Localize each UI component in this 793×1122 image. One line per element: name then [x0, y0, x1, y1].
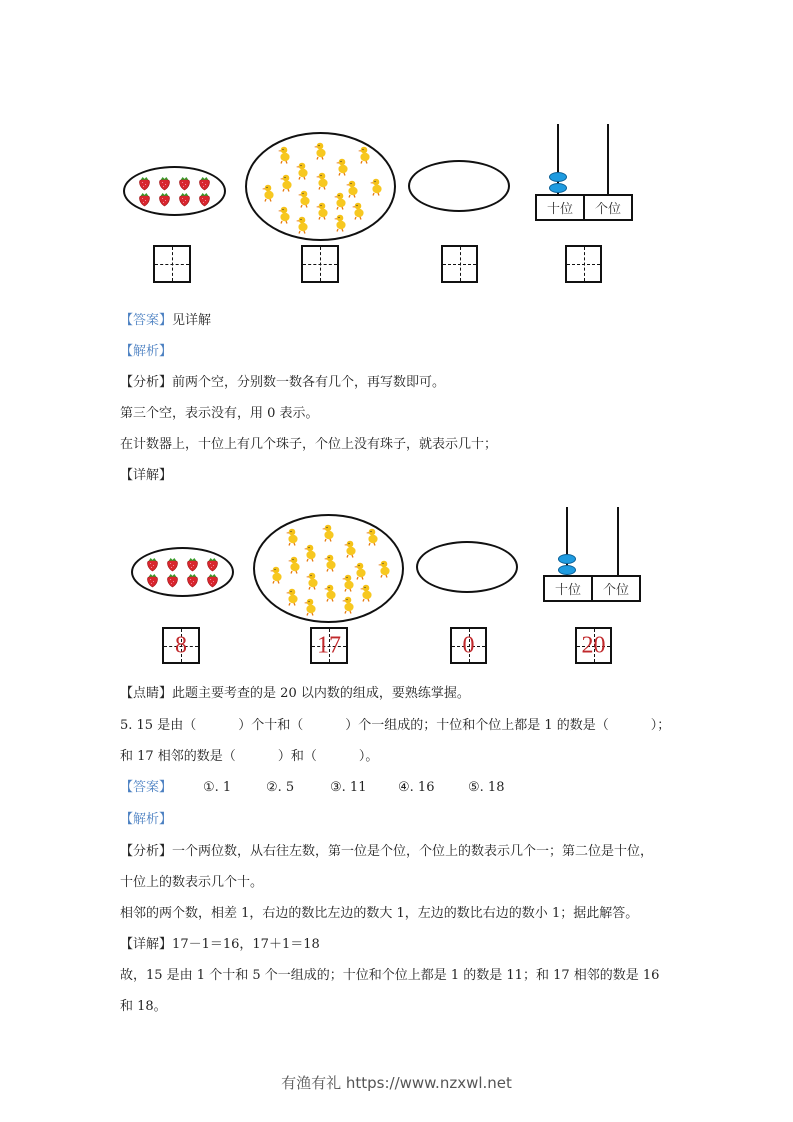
answer-line: 【答案】见详解 [120, 313, 212, 328]
fenxi-line: 【分析】前两个空，分别数一数各有几个，再写数即可。 [120, 375, 446, 390]
answer-item: ①. 1 [203, 780, 232, 795]
ones-label: 个位 [583, 196, 631, 219]
strawberry-icon [157, 192, 172, 207]
q5-conclusion-line-2: 和 18。 [120, 999, 167, 1014]
answer-value: 17 [317, 632, 341, 658]
duck-icon [277, 146, 291, 164]
ones-rod [607, 124, 609, 196]
duck-icon [341, 574, 355, 592]
empty-oval [416, 541, 518, 593]
q5-adjacent-line: 相邻的两个数，相差 1，右边的数比左边的数大 1，左边的数比右边的数小 1；据此解答。 [120, 906, 639, 921]
answer-value: 8 [175, 632, 187, 658]
answer-value: 0 [462, 632, 475, 658]
duck-icon [321, 524, 335, 542]
strawberry-icon [165, 573, 180, 588]
q5-fenxi-line: 【分析】一个两位数，从右往左数，第一位是个位，个位上的数表示几个一；第二位是十位， [120, 844, 654, 859]
duck-icon [377, 560, 391, 578]
duck-icon [335, 158, 349, 176]
duck-icon [287, 556, 301, 574]
analysis-heading: 【解析】 [120, 344, 173, 359]
strawberry-icon [157, 176, 172, 191]
duck-icon [333, 214, 347, 232]
analysis-line-3: 在计数器上，十位上有几个珠子，个位上没有珠子，就表示几十； [120, 437, 498, 452]
answer-item: ⑤. 18 [468, 780, 505, 795]
answer-item: ④. 16 [398, 780, 435, 795]
duck-icon [359, 584, 373, 602]
duck-icon [353, 562, 367, 580]
question-5-line-2: 和 17 相邻的数是（ ）和（ ）。 [120, 749, 379, 764]
answer-box-duck[interactable] [301, 245, 339, 283]
strawberry-icon [185, 557, 200, 572]
strawberry-icon [165, 557, 180, 572]
tens-label: 十位 [554, 583, 581, 598]
duck-icon [343, 540, 357, 558]
duck-icon [303, 544, 317, 562]
detail-heading: 【详解】 [120, 468, 173, 483]
duck-icon [279, 174, 293, 192]
duck-icon [269, 566, 283, 584]
answer-value: 20 [581, 632, 606, 658]
bead-icon [558, 565, 576, 575]
question-5-line-1: 5. 15 是由（ ）个十和（ ）个一组成的；十位和个位上都是 1 的数是（ ）； [120, 718, 671, 733]
duck-icon [345, 180, 359, 198]
answer-box-empty [450, 627, 487, 664]
bead-icon [549, 172, 567, 182]
duck-icon [365, 528, 379, 546]
duck-icon [261, 184, 275, 202]
duck-icon [295, 216, 309, 234]
empty-oval [408, 160, 510, 212]
answer-box-strawberry [162, 627, 200, 664]
strawberry-icon [177, 176, 192, 191]
bead-icon [549, 183, 567, 193]
watermark: 有渔有礼 https://www.nzxwl.net [281, 1074, 512, 1092]
duck-icon [277, 206, 291, 224]
duck-icon [323, 554, 337, 572]
q5-detail-line: 【详解】17－1＝16，17＋1＝18 [120, 937, 320, 952]
q5-analysis-heading: 【解析】 [120, 812, 173, 827]
duck-icon [369, 178, 383, 196]
answer-item: ②. 5 [266, 780, 295, 795]
duck-icon [315, 202, 329, 220]
strawberry-oval [123, 166, 226, 216]
strawberry-oval [131, 547, 234, 597]
duck-oval [245, 132, 396, 241]
duck-icon [297, 190, 311, 208]
ones-rod [617, 507, 619, 577]
duck-icon [313, 142, 327, 160]
duck-icon [305, 572, 319, 590]
tens-label: 十位 [546, 202, 573, 217]
answer-box-empty[interactable] [441, 245, 478, 283]
strawberry-icon [197, 192, 212, 207]
strawberry-icon [205, 573, 220, 588]
ones-label: 个位 [591, 577, 639, 600]
answer-box-counter[interactable] [565, 245, 602, 283]
q5-fenxi-line-2: 十位上的数表示几个十。 [120, 875, 264, 890]
strawberry-icon [145, 573, 160, 588]
duck-icon [303, 598, 317, 616]
answer-box-duck [310, 627, 348, 664]
strawberry-icon [177, 192, 192, 207]
strawberry-icon [137, 176, 152, 191]
strawberry-icon [205, 557, 220, 572]
strawberry-icon [197, 176, 212, 191]
analysis-line-2: 第三个空，表示没有，用 0 表示。 [120, 406, 319, 421]
answer-box-counter [575, 627, 612, 664]
duck-icon [295, 162, 309, 180]
strawberry-icon [137, 192, 152, 207]
duck-icon [351, 202, 365, 220]
strawberry-icon [145, 557, 160, 572]
q5-answer-line: 【答案】 ①. 1 ②. 5 ③. 11 ④. 16 ⑤. 18 [120, 780, 505, 795]
duck-icon [333, 192, 347, 210]
answer-box-strawberry[interactable] [153, 245, 191, 283]
counter-base [543, 575, 641, 602]
duck-icon [357, 146, 371, 164]
answer-item: ③. 11 [330, 780, 367, 795]
bead-icon [558, 554, 576, 564]
duck-icon [285, 528, 299, 546]
strawberry-icon [185, 573, 200, 588]
counter-base [535, 194, 633, 221]
comment-line: 【点睛】此题主要考查的是 20 以内数的组成，要熟练掌握。 [120, 686, 470, 701]
duck-icon [341, 596, 355, 614]
duck-oval [253, 514, 404, 623]
duck-icon [323, 584, 337, 602]
q5-conclusion-line: 故，15 是由 1 个十和 5 个一组成的；十位和个位上都是 1 的数是 11；和 17 相邻的数是 16 [120, 968, 660, 983]
duck-icon [285, 588, 299, 606]
duck-icon [315, 172, 329, 190]
